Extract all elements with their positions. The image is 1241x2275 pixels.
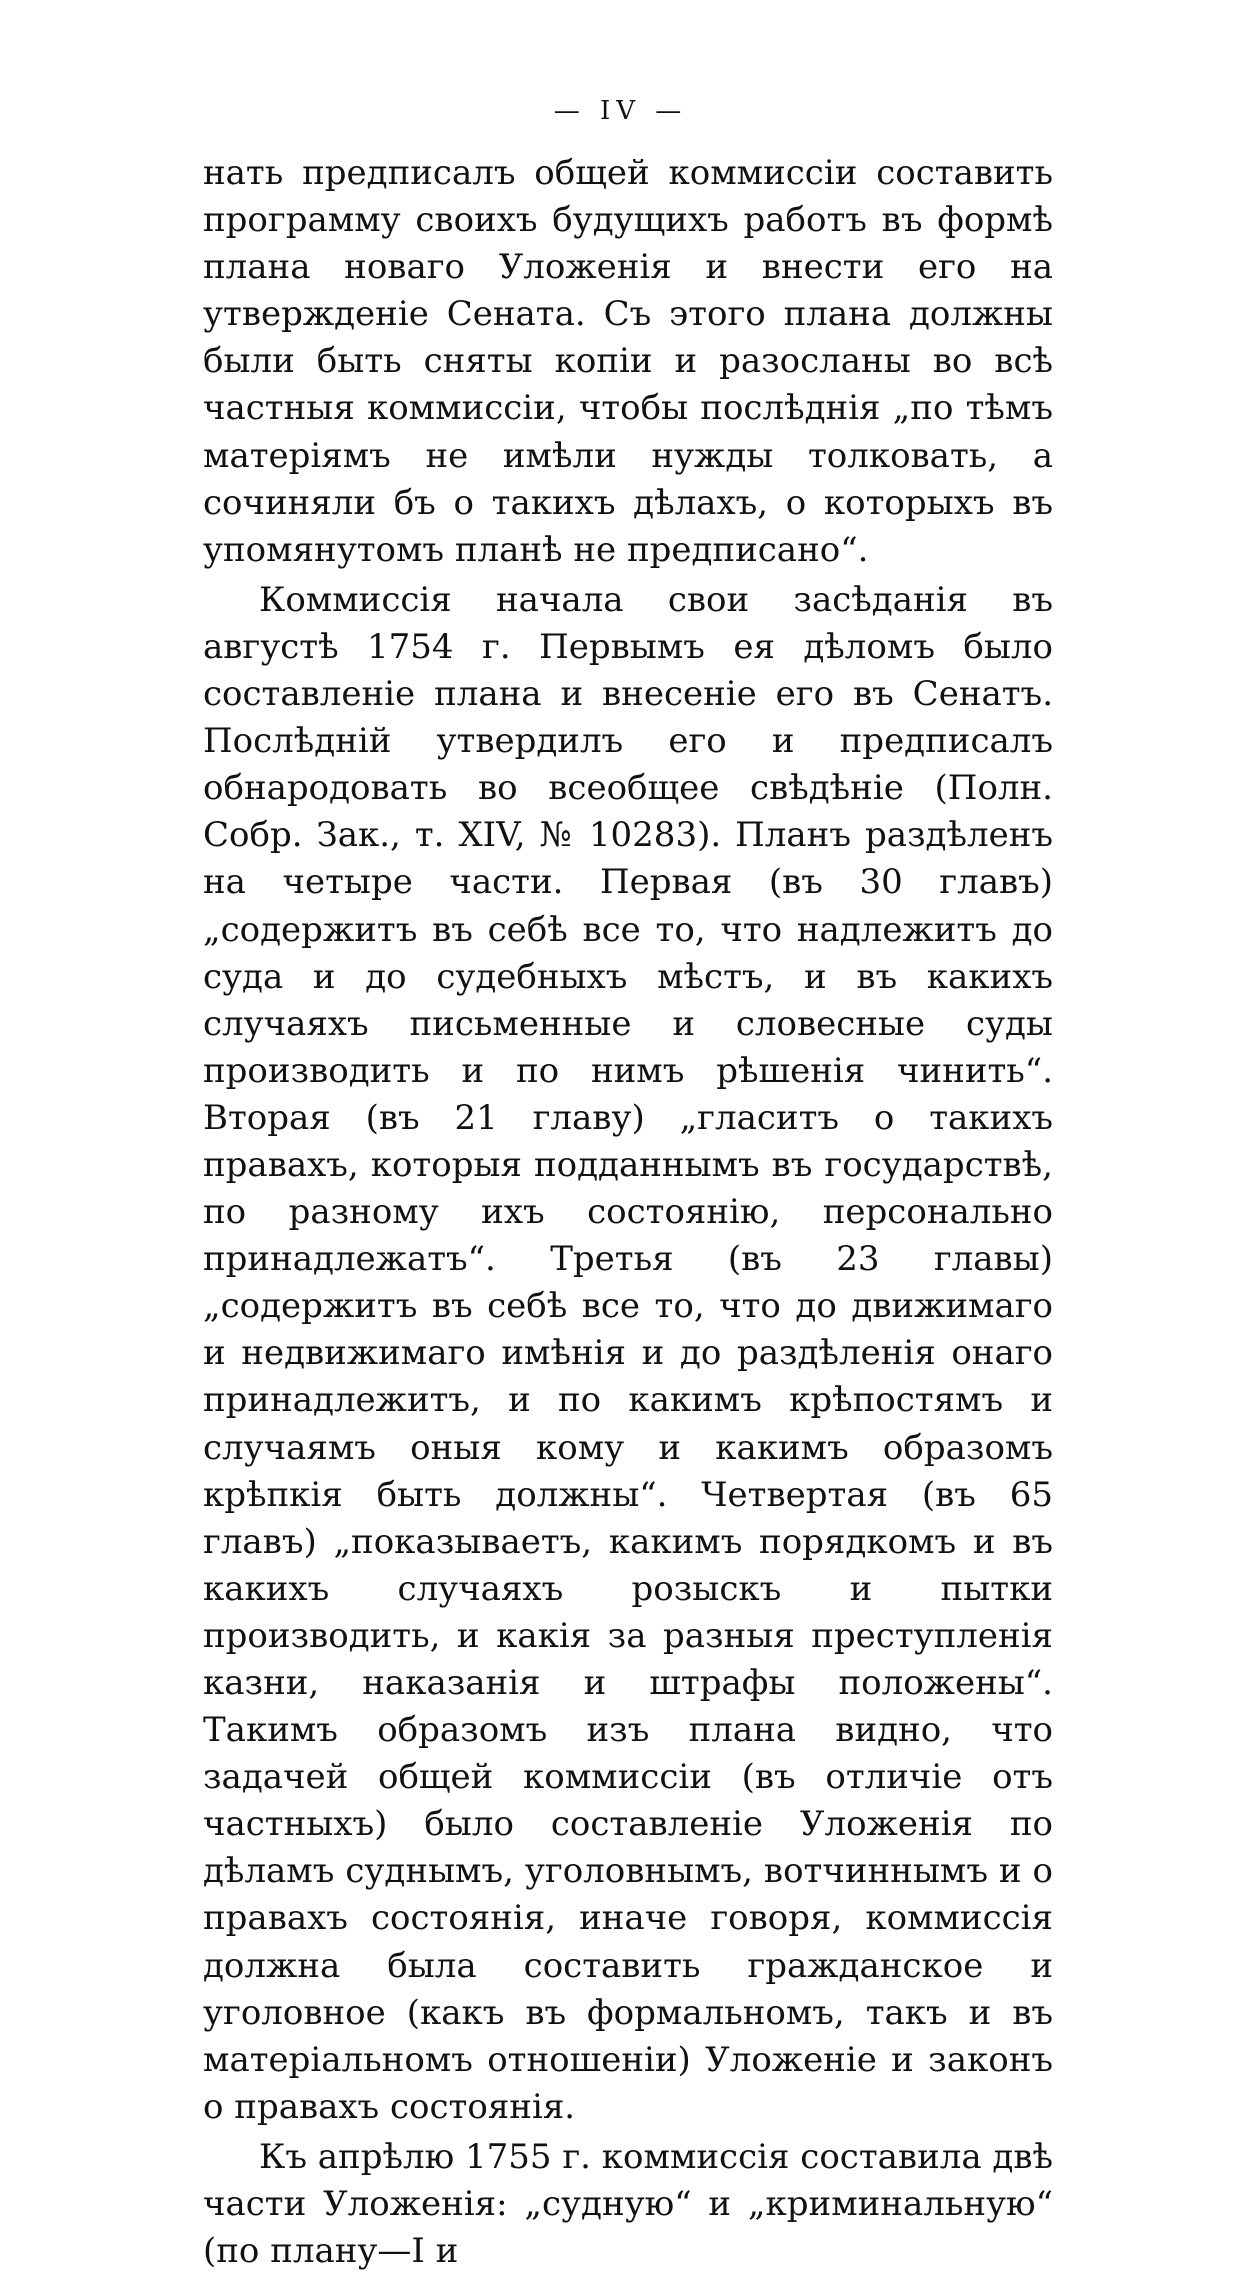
paragraph-commission-plan: Коммиссія начала свои засѣданія въ августѣ 1754 г. Первымъ ея дѣломъ было составленіе плана и внесеніе его въ Сенатъ. Послѣдній утвердилъ его и предписалъ обнародовать во всеобщее свѣдѣніе (Полн. Собр. Зак., т. XIV, № 10283). Планъ раздѣленъ на четыре части. Первая (въ 30 главъ) „содержитъ въ себѣ все то, что надлежитъ до суда и до судебныхъ мѣстъ, и въ какихъ случаяхъ письменные и словесные суды производить и по нимъ рѣшенія чинить“. Вторая (въ 21 главу) „гласитъ о такихъ правахъ, которыя подданнымъ въ государствѣ, по разному ихъ состоянію, персонально принадлежатъ“. Третья (въ 23 главы) „содержитъ въ себѣ все то, что до движимаго и недвижимаго имѣнія и до раздѣленія онаго принадлежитъ, и по какимъ крѣпостямъ и случаямъ оныя кому и какимъ образомъ крѣпкія быть должны“. Четвертая (въ 65 главъ) „показываетъ, какимъ порядкомъ и въ какихъ случаяхъ розыскъ и пытки производить, и какія за разныя преступленія казни, наказанія и штрафы положены“. Такимъ образомъ изъ плана видно, что задачей общей коммиссіи (въ отличіе отъ частныхъ) было составленіе Уложенія по дѣламъ суднымъ, уголовнымъ, вотчиннымъ и о правахъ состоянія, иначе говоря, коммиссія должна была составить гражданское и уголовное (какъ въ формальномъ, такъ и въ матеріальномъ отношеніи) Уложеніе и законъ о правахъ состоянія.: [203, 579, 1053, 2127]
paragraph-continuation: нать предписалъ общей коммиссіи составить программу своихъ будущихъ работъ въ формѣ плана новаго Уложенія и внести его на утвержденіе Сената. Съ этого плана должны были быть сняты копіи и разосланы во всѣ частныя коммиссіи, чтобы послѣднія „по тѣмъ матеріямъ не имѣли нужды толковать, а сочиняли бъ о такихъ дѣлахъ, о которыхъ въ упомянутомъ планѣ не предписано“.: [203, 153, 1053, 570]
page-number: — IV —: [553, 96, 688, 126]
text-body: [203, 150, 1053, 2275]
paragraph-april-1755: Къ апрѣлю 1755 г. коммиссія составила двѣ части Уложенія: „судную“ и „криминальную“ (по плану—I и: [203, 2136, 1053, 2272]
